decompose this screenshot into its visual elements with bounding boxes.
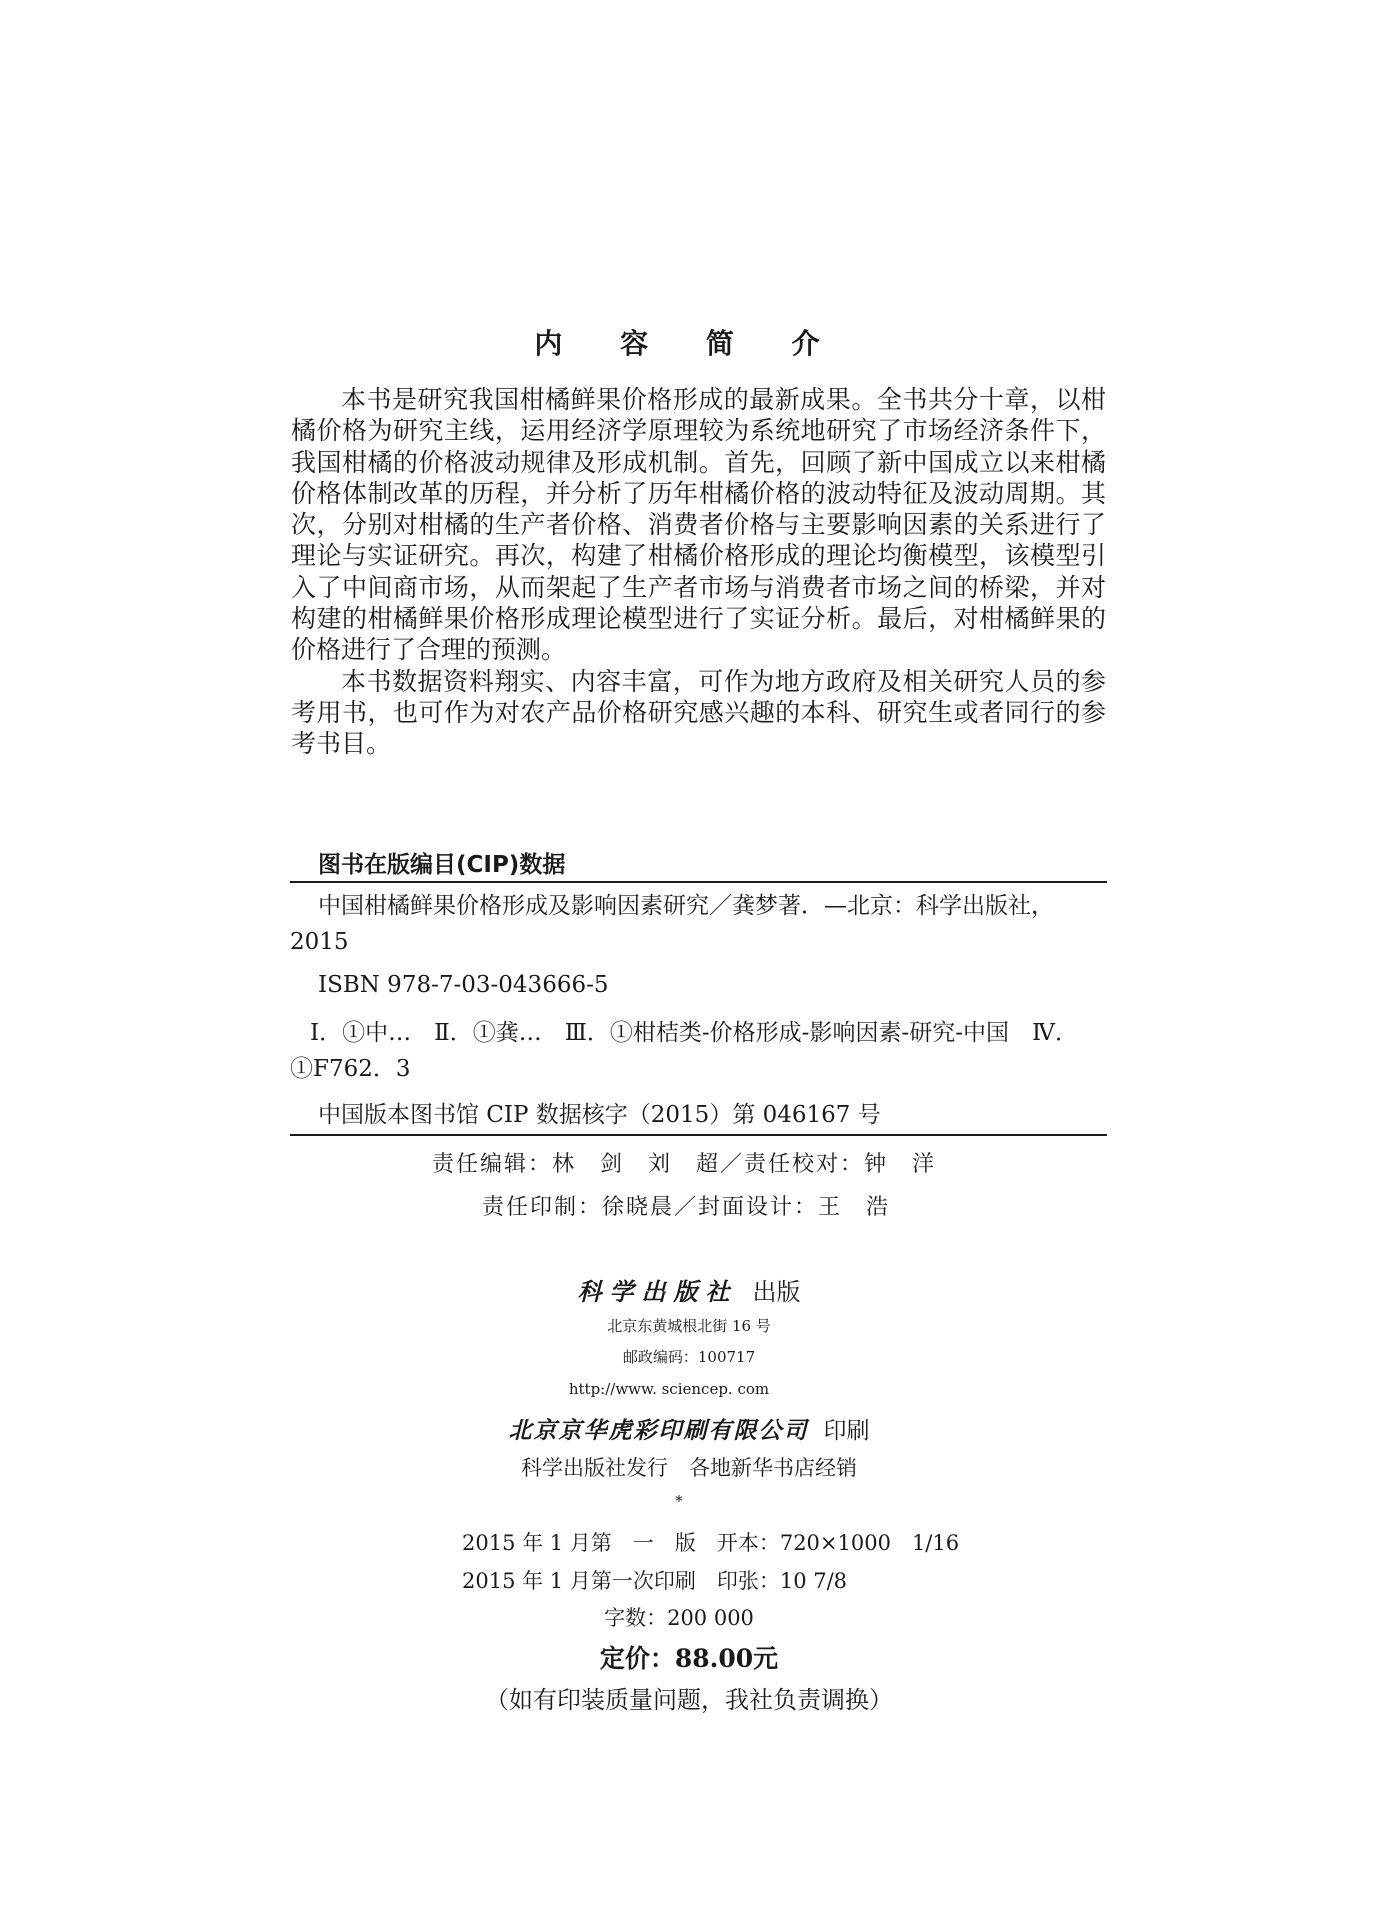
cip-top-rule — [290, 881, 1107, 883]
summary-title: 内 容 简 介 — [534, 327, 844, 360]
cip-classification-text: Ⅰ．①中… Ⅱ．①龚… Ⅲ．①柑桔类-价格形成-影响因素-研究-中国 Ⅳ．①F762．3 — [290, 1020, 1078, 1082]
cip-classification — [290, 1015, 1107, 1087]
printer-name: 北京京华虎彩印刷有限公司 — [508, 1417, 809, 1444]
publisher-line — [0, 1272, 1378, 1307]
publisher-suffix: 出版 — [752, 1278, 801, 1306]
publisher-name: 科学出版社 — [577, 1277, 738, 1306]
word-count: 字数：200 000 — [604, 1606, 754, 1630]
cip-isbn: ISBN 978-7-03-043666-5 — [318, 972, 609, 998]
quality-notice: （如有印装质量问题，我社负责调换） — [485, 1686, 893, 1714]
cip-record — [290, 888, 1107, 960]
cip-bottom-rule — [290, 1134, 1107, 1136]
price-line — [0, 1639, 1378, 1675]
edition-line-2: 2015 年 1 月第一次印刷 印张：10 7/8 — [462, 1569, 848, 1593]
printer-suffix: 印刷 — [823, 1418, 870, 1444]
credits-printing-line: 责任印制：徐晓晨／封面设计：王 浩 — [482, 1195, 891, 1220]
summary-paragraph-1: 本书是研究我国柑橘鲜果价格形成的最新成果。全书共分十章，以柑橘价格为研究主线，运用经济学原理较为系统地研究了市场经济条件下，我国柑橘的价格波动规律及形成机制。首先，回顾了新中国成立以来柑橘价格体制改革的历程，并分析了历年柑橘价格的波动特征及波动周期。其次，分别对柑橘的生产者价格、消费者价格与主要影响因素的关系进行了理论与实证研究。再次，构建了柑橘价格形成的理论均衡模型，该模型引入了中间商市场，从而架起了生产者市场与消费者市场之间的桥梁，并对构建的柑橘鲜果价格形成理论模型进行了实证分析。最后，对柑橘鲜果的价格进行了合理的预测。 — [291, 385, 1106, 665]
price-unit: 元 — [753, 1644, 779, 1673]
separator-asterisk: * — [675, 1492, 683, 1510]
cip-library-number: 中国版本图书馆 CIP 数据核字（2015）第 046167 号 — [318, 1102, 881, 1128]
publisher-address: 北京东黄城根北街 16 号 — [607, 1317, 771, 1335]
credits-editor-line: 责任编辑：林 剑 刘 超／责任校对：钟 洋 — [432, 1152, 937, 1177]
printer-line — [0, 1412, 1378, 1445]
distribution-line: 科学出版社发行 各地新华书店经销 — [521, 1456, 857, 1480]
publisher-postcode: 邮政编码：100717 — [622, 1348, 756, 1366]
summary-body — [291, 384, 1106, 760]
cip-heading: 图书在版编目(CIP)数据 — [318, 852, 566, 878]
summary-paragraph-2: 本书数据资料翔实、内容丰富，可作为地方政府及相关研究人员的参考用书，也可作为对农产品价格研究感兴趣的本科、研究生或者同行的参考书目。 — [291, 666, 1106, 759]
edition-line-1: 2015 年 1 月第 一 版 开本：720×1000 1/16 — [462, 1531, 960, 1555]
publisher-url: http://www. sciencep. com — [568, 1380, 770, 1398]
price-value: 88.00 — [674, 1644, 754, 1673]
cip-record-text: 中国柑橘鲜果价格形成及影响因素研究／龚梦著．—北京：科学出版社，2015 — [290, 893, 1054, 955]
price-label: 定价： — [599, 1644, 675, 1673]
